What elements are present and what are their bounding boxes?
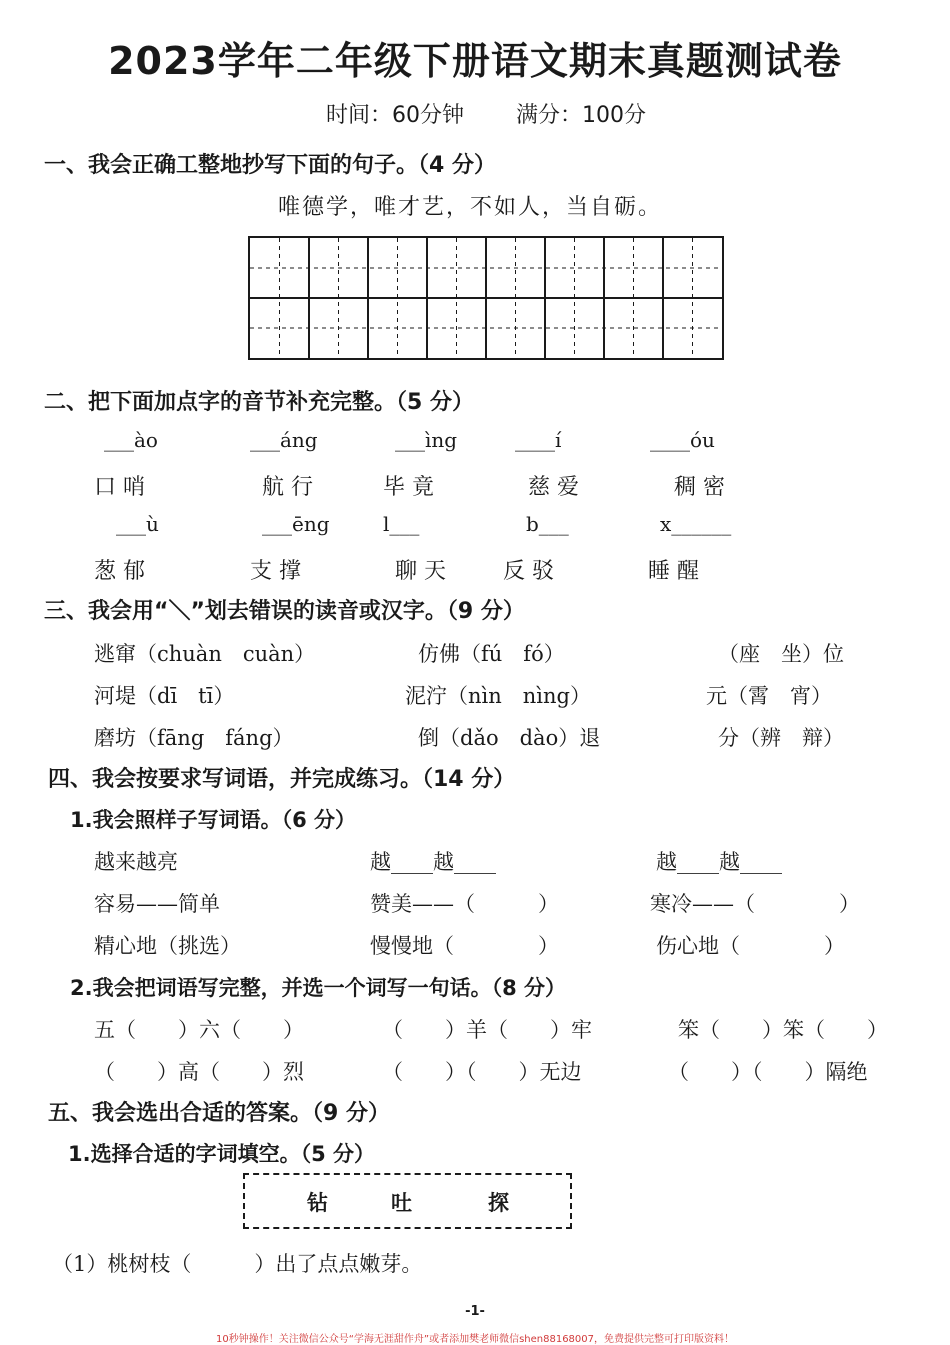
choice-item[interactable]: 泥泞（nìn nìng） xyxy=(405,684,591,708)
fill-word[interactable]: 赞美——（ ） xyxy=(370,892,559,916)
dotted-word: 航 行 xyxy=(262,475,313,500)
idiom-fill[interactable]: （ ）（ ）隔绝 xyxy=(668,1060,868,1084)
question-4-2: 2.我会把词语写完整，并选一个词写一句话。（8 分） xyxy=(70,976,567,1000)
choice-item[interactable]: 逃窜（chuàn cuàn） xyxy=(94,642,316,666)
example-word: 越来越亮 xyxy=(94,850,178,874)
dotted-word: 葱 郁 xyxy=(94,559,145,584)
fill-word[interactable]: 越____越____ xyxy=(370,850,496,874)
pinyin-blank[interactable]: ___ìng xyxy=(395,428,458,452)
dotted-word: 睡 醒 xyxy=(648,559,699,584)
pinyin-blank[interactable]: ___áng xyxy=(250,428,318,452)
pinyin-blank[interactable]: ____óu xyxy=(650,428,715,452)
exam-score: 满分：100分 xyxy=(516,103,646,128)
question-4-1: 1.我会照样子写词语。（6 分） xyxy=(70,808,357,832)
section-5-heading: 五、我会选出合适的答案。（9 分） xyxy=(48,1101,390,1126)
choice-item[interactable]: 磨坊（fāng fáng） xyxy=(94,726,294,750)
idiom-fill[interactable]: 五（ ）六（ ） xyxy=(94,1018,304,1042)
example-word: 精心地（挑选） xyxy=(94,934,241,958)
pinyin-blank[interactable]: b___ xyxy=(526,512,569,536)
choice-item[interactable]: 仿佛（fú fó） xyxy=(418,642,565,666)
page-number: -1- xyxy=(465,1304,485,1319)
fill-sentence[interactable]: （1）桃树枝（ ）出了点点嫩芽。 xyxy=(52,1252,423,1276)
section-3-heading: 三、我会用“＼”划去错误的读音或汉字。（9 分） xyxy=(44,599,525,624)
choice-item[interactable]: 分（辨 辩） xyxy=(718,726,844,750)
dotted-word: 稠 密 xyxy=(674,475,725,500)
option-word[interactable]: 钻 xyxy=(307,1191,328,1215)
pinyin-blank[interactable]: ___ēng xyxy=(262,512,330,536)
option-word[interactable]: 吐 xyxy=(391,1191,412,1215)
fill-word[interactable]: 越____越____ xyxy=(656,850,782,874)
example-word: 容易——简单 xyxy=(94,892,220,916)
pinyin-blank[interactable]: x______ xyxy=(660,512,732,536)
footer-note: 10秒钟操作！关注微信公众号“学海无涯甜作舟”或者添加樊老师微信shen88168007，免费提供完整可打印版资料！ xyxy=(215,1334,735,1345)
choice-item[interactable]: 倒（dǎo dào）退 xyxy=(418,726,601,750)
idiom-fill[interactable]: （ ）羊（ ）牢 xyxy=(382,1018,592,1042)
fill-word[interactable]: 伤心地（ ） xyxy=(656,934,845,958)
writing-grid-lines xyxy=(250,238,722,358)
idiom-fill[interactable]: （ ）（ ）无边 xyxy=(382,1060,582,1084)
idiom-fill[interactable]: 笨（ ）笨（ ） xyxy=(678,1018,888,1042)
pinyin-blank[interactable]: ____í xyxy=(515,428,562,452)
dotted-word: 毕 竟 xyxy=(383,475,434,500)
section-2-heading: 二、把下面加点字的音节补充完整。（5 分） xyxy=(44,390,474,415)
pinyin-blank[interactable]: l___ xyxy=(383,512,420,536)
section-1-heading: 一、我会正确工整地抄写下面的句子。（4 分） xyxy=(44,153,496,178)
exam-time: 时间：60分钟 xyxy=(326,103,464,128)
copy-sentence: 唯德学，唯才艺，不如人，当自砺。 xyxy=(278,195,663,220)
word-options-box xyxy=(243,1173,572,1229)
question-5-1: 1.选择合适的字词填空。（5 分） xyxy=(68,1142,376,1166)
option-word[interactable]: 探 xyxy=(488,1191,509,1215)
dotted-word: 支 撑 xyxy=(250,559,301,584)
choice-item[interactable]: 元（霄 宵） xyxy=(706,684,832,708)
writing-grid[interactable] xyxy=(248,236,724,360)
dotted-word: 反 驳 xyxy=(503,559,554,584)
fill-word[interactable]: 寒冷——（ ） xyxy=(650,892,860,916)
pinyin-blank[interactable]: ___ào xyxy=(104,428,158,452)
section-4-heading: 四、我会按要求写词语，并完成练习。（14 分） xyxy=(48,767,516,792)
idiom-fill[interactable]: （ ）高（ ）烈 xyxy=(94,1060,304,1084)
choice-item[interactable]: 河堤（dī tī） xyxy=(94,684,235,708)
choice-item[interactable]: （座 坐）位 xyxy=(718,642,844,666)
fill-word[interactable]: 慢慢地（ ） xyxy=(370,934,559,958)
dotted-word: 口 哨 xyxy=(94,475,145,500)
page-title: 2023学年二年级下册语文期末真题测试卷 xyxy=(108,39,842,83)
dotted-word: 聊 天 xyxy=(395,559,446,584)
dotted-word: 慈 爱 xyxy=(528,475,579,500)
pinyin-blank[interactable]: ___ù xyxy=(116,512,159,536)
